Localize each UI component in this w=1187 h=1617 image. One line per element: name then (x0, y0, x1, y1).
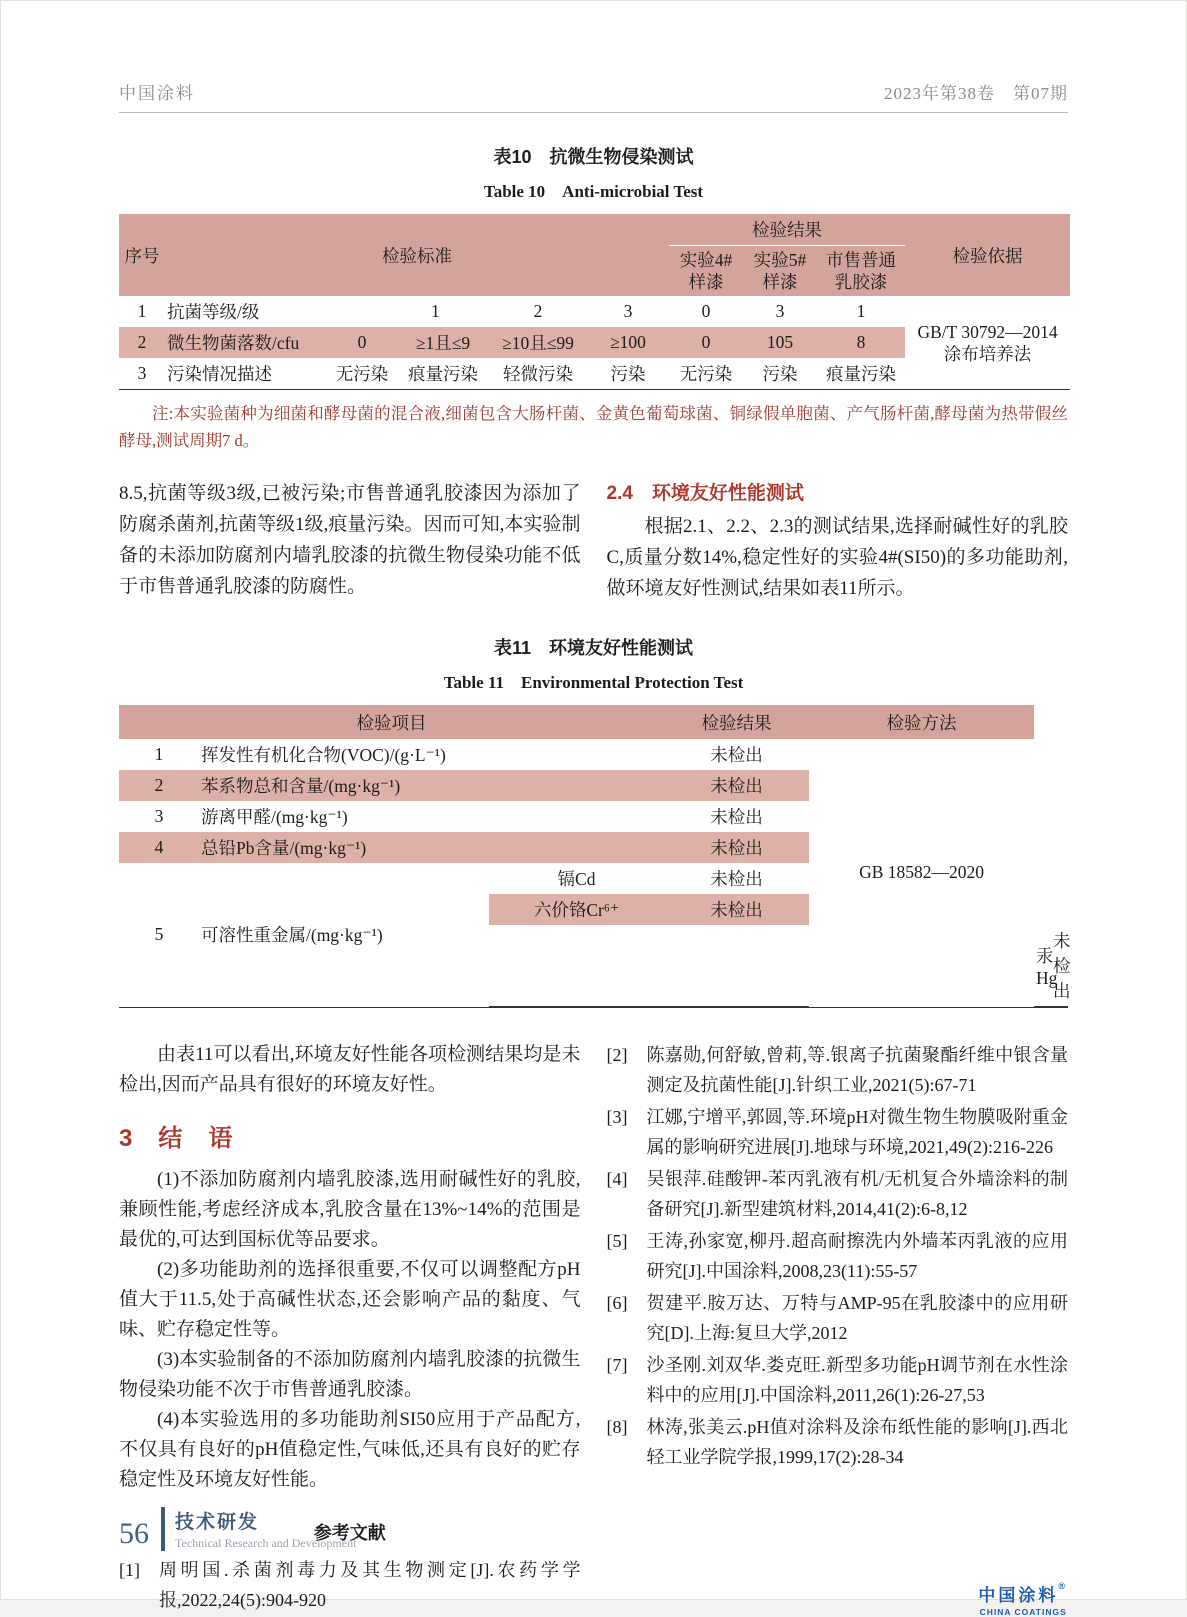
paragraph-section-2-4: 根据2.1、2.2、2.3的测试结果,选择耐碱性好的乳胶C,质量分数14%,稳定性好的实验4#(SI50)的多功能助剂,做环境友好性测试,结果如表11所示。 (606, 516, 1068, 599)
paragraph-antimicrobial-conclusion: 8.5,抗菌等级3级,已被污染;市售普通乳胶漆因为添加了防腐杀菌剂,抗菌等级1级,痕量污染。因而可知,本实验制备的未添加防腐剂内墙乳胶漆的抗微生物侵染功能不低于市售普通乳胶漆的防腐性。 (119, 483, 581, 597)
cell-value: 痕量污染 (817, 358, 905, 390)
table11 (119, 705, 1071, 1007)
reference-text: 周明国.杀菌剂毒力及其生物测定[J].农药学学报,2022,24(5):904-920 (159, 1560, 581, 1610)
table10-col-basis: 检验依据 (905, 214, 1070, 296)
registered-mark-icon: ® (1058, 1581, 1068, 1591)
reference-label: [6] (606, 1293, 628, 1313)
table10-col-standard: 检验标准 (165, 214, 669, 296)
cell-no: 5 (154, 924, 164, 945)
reference-2 (607, 1040, 1069, 1100)
subcol-line: 样漆 (762, 272, 798, 292)
cell-value: 污染 (587, 358, 669, 390)
cell-value: 1 (856, 301, 866, 321)
section-3-heading: 3 结 语 (119, 1125, 234, 1152)
cell-result: 未检出 (1051, 925, 1068, 1007)
cell-no: 1 (137, 301, 147, 321)
reference-text: 陈嘉勋,何舒敏,曾莉,等.银离子抗菌聚酯纤维中银含量测定及抗菌性能[J].针织工业,2021(5):67-71 (646, 1045, 1068, 1095)
subcol-line: 市售普通 (826, 250, 897, 270)
cell-item: 污染情况描述 (165, 358, 327, 390)
cell-no: 4 (119, 832, 199, 863)
logo-text-cn (978, 1581, 1068, 1606)
conclusion-item-3: (3)本实验制备的不添加防腐剂内墙乳胶漆的抗微生物侵染功能不次于市售普通乳胶漆。 (119, 1349, 581, 1400)
table11-col-result: 检验结果 (664, 705, 809, 739)
table11-title-cn: 表11 环境友好性能测试 (493, 638, 694, 658)
conclusion-item-1: (1)不添加防腐剂内墙乳胶漆,选用耐碱性好的乳胶,兼顾性能,考虑经济成本,乳胶含量在13%~14%的范围是最优的,可达到国标优等品要求。 (119, 1169, 581, 1250)
table10-title-cn: 表10 抗微生物侵染测试 (493, 147, 694, 167)
cell-value: 3 (775, 301, 785, 321)
cell-value: ≥100 (587, 327, 669, 358)
cell-value: 8 (817, 327, 905, 358)
cell-no: 2 (119, 770, 199, 801)
reference-label: [8] (606, 1417, 628, 1437)
reference-text: 王涛,孙家宽,柳丹.超高耐擦洗内外墙苯丙乳液的应用研究[J].中国涂料,2008,23(11):55-57 (646, 1231, 1068, 1281)
basis-line2: 涂布培养法 (943, 343, 1032, 364)
footer-section (175, 1507, 356, 1551)
footer-section-en: Technical Research and Development (175, 1536, 357, 1550)
cell-value: 1 (431, 301, 440, 321)
references-heading: 参考文献 (313, 1523, 386, 1543)
cell-subitem: 汞Hg (1034, 925, 1051, 1007)
table10-note: 注:本实验菌种为细菌和酵母菌的混合液,细菌包含大肠杆菌、金黄色葡萄球菌、铜绿假单胞菌、产气肠杆菌,酵母菌为热带假丝酵母,测试周期7 d。 (119, 404, 1068, 450)
reference-label: [4] (606, 1169, 628, 1189)
cell-result: 未检出 (710, 807, 763, 827)
right-column-2 (607, 1040, 1069, 1617)
table11-col-item: 检验项目 (119, 705, 664, 739)
table10-col-result: 检验结果 (669, 214, 905, 246)
reference-label: [3] (606, 1107, 628, 1127)
cell-value: 2 (533, 301, 543, 321)
cell-no: 3 (154, 806, 164, 826)
table10-subcol-sample4 (669, 246, 743, 297)
body-section-1 (119, 478, 1068, 604)
reference-text: 吴银萍.硅酸钾-苯丙乳液有机/无机复合外墙涂料的制备研究[J].新型建筑材料,2014,41(2):6-8,12 (646, 1169, 1068, 1219)
page-footer (119, 1507, 356, 1551)
subcol-line: 实验5# (753, 250, 807, 270)
subcol-line: 样漆 (688, 272, 724, 292)
china-coatings-logo (978, 1581, 1068, 1617)
table-row (119, 296, 1070, 327)
table10-col-no: 序号 (119, 214, 165, 296)
footer-section-cn: 技术研发 (175, 1512, 260, 1533)
right-column-1 (607, 478, 1069, 604)
cell-value: 轻微污染 (489, 358, 587, 390)
cell-subitem: 六价铬Cr⁶⁺ (489, 894, 664, 925)
logo-cn-glyphs: 中国涂料 (978, 1586, 1059, 1605)
reference-7 (607, 1350, 1069, 1410)
cell-value: 痕量污染 (397, 358, 489, 390)
cell-value: 0 (701, 301, 711, 321)
table11-title-en: Table 11 Environmental Protection Test (443, 673, 744, 692)
header-rule (119, 112, 1068, 113)
cell-item: 可溶性重金属/(mg·kg⁻¹) (201, 925, 383, 946)
cell-result: 未检出 (710, 745, 763, 765)
cell-value: 105 (743, 327, 817, 358)
paragraph-table11-conclusion: 由表11可以看出,环境友好性能各项检测结果均是未检出,因而产品具有很好的环境友好性。 (119, 1044, 581, 1095)
conclusion-item-4: (4)本实验选用的多功能助剂SI50应用于产品配方,不仅具有良好的pH值稳定性,气味低,还具有良好的贮存稳定性及环境友好性能。 (119, 1409, 581, 1490)
cell-no: 1 (154, 744, 164, 764)
logo-text-en: CHINA COATINGS (979, 1607, 1067, 1617)
cell-no: 3 (119, 358, 165, 390)
cell-value: 3 (623, 301, 633, 321)
cell-result: 未检出 (664, 770, 809, 801)
table10-subcol-sample5 (743, 246, 817, 297)
reference-label: [1] (119, 1560, 140, 1580)
table10-title-en: Table 10 Anti-microbial Test (483, 182, 704, 201)
left-column-1 (119, 478, 581, 604)
cell-basis (905, 296, 1070, 390)
journal-name: 中国涂料 (119, 84, 195, 103)
page-number: 56 (119, 1517, 149, 1550)
basis-line1: GB/T 30792—2014 (917, 321, 1058, 342)
conclusion-item-2: (2)多功能助剂的选择很重要,不仅可以调整配方pH值大于11.5,处于高碱性状态,还会影响产品的黏度、气味、贮存稳定性等。 (119, 1259, 581, 1340)
table-row (119, 739, 1068, 770)
table11-bottom-rule (119, 1007, 1068, 1008)
reference-5 (607, 1226, 1069, 1286)
cell-result: 未检出 (664, 832, 809, 863)
reference-text: 沙圣刚.刘双华.娄克旺.新型多功能pH调节剂在水性涂料中的应用[J].中国涂料,2011,26(1):26-27,53 (646, 1355, 1068, 1405)
cell-method: GB 18582—2020 (859, 862, 984, 883)
cell-result: 未检出 (664, 894, 809, 925)
cell-item: 微生物菌落数/cfu (165, 327, 327, 358)
cell-item: 游离甲醛/(mg·kg⁻¹) (201, 807, 348, 827)
reference-1 (119, 1555, 581, 1615)
reference-label: [5] (606, 1231, 628, 1251)
cell-value: 无污染 (327, 358, 397, 390)
cell-no: 2 (119, 327, 165, 358)
cell-item: 挥发性有机化合物(VOC)/(g·L⁻¹) (201, 745, 446, 765)
running-head (119, 79, 1068, 112)
table10-subcol-commercial (817, 246, 905, 297)
table10 (119, 214, 1070, 390)
reference-text: 林涛,张美云.pH值对涂料及涂布纸性能的影响[J].西北轻工业学院学报,1999,17(2):28-34 (646, 1417, 1068, 1467)
cell-item: 总铅Pb含量/(mg·kg⁻¹) (199, 832, 664, 863)
cell-value: 污染 (743, 358, 817, 390)
reference-text: 江娜,宁增平,郭圆,等.环境pH对微生物生物膜吸附重金属的影响研究进展[J].地球与环境,2021,49(2):216-226 (646, 1107, 1068, 1157)
reference-6 (607, 1288, 1069, 1348)
cell-value: 无污染 (669, 358, 743, 390)
cell-result: 未检出 (710, 869, 763, 889)
reference-8 (607, 1412, 1069, 1472)
cell-value: ≥10且≤99 (489, 327, 587, 358)
subcol-line: 乳胶漆 (834, 272, 888, 292)
brand-area (607, 1551, 1069, 1617)
cell-value: 0 (669, 327, 743, 358)
reference-3 (607, 1102, 1069, 1162)
reference-4 (607, 1164, 1069, 1224)
footer-divider (161, 1507, 165, 1551)
cell-subitem: 镉Cd (557, 869, 596, 889)
table11-col-method: 检验方法 (809, 705, 1034, 739)
issue-info: 2023年第38卷 第07期 (884, 84, 1068, 103)
reference-label: [7] (606, 1355, 628, 1375)
reference-text: 贺建平.胺万达、万特与AMP-95在乳胶漆中的应用研究[D].上海:复旦大学,2012 (646, 1293, 1068, 1343)
cell-item: 苯系物总和含量/(mg·kg⁻¹) (199, 770, 664, 801)
cell-item: 抗菌等级/级 (167, 302, 260, 322)
reference-label: [2] (606, 1045, 628, 1065)
section-2-4-heading: 2.4 环境友好性能测试 (606, 483, 804, 504)
cell-value: 0 (327, 327, 397, 358)
subcol-line: 实验4# (679, 250, 733, 270)
cell-value: ≥1且≤9 (397, 327, 489, 358)
